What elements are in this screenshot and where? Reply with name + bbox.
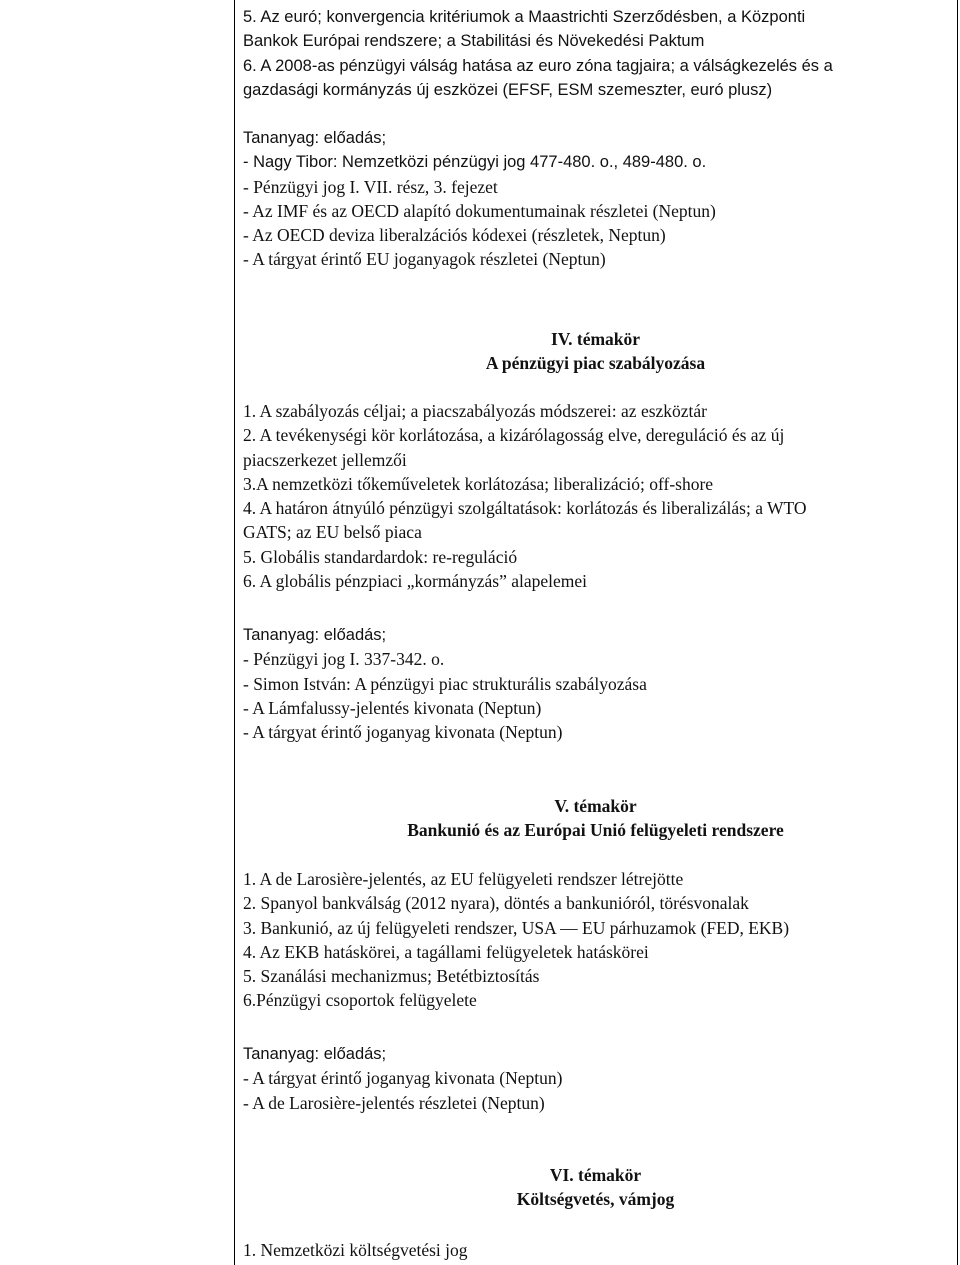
list-item: 5. Globális standardardok: re-reguláció <box>243 546 518 567</box>
section-title: Költségvetés, vámjog <box>516 1189 675 1210</box>
section5 <box>243 794 948 843</box>
list-item: 3. Bankunió, az új felügyeleti rendszer, USA — EU párhuzamok (FED, EKB) <box>243 917 790 938</box>
material-item: - Az IMF és az OECD alapító dokumentumainak részletei (Neptun) <box>243 200 716 221</box>
materials-label: Tananyag: <box>243 626 320 644</box>
materials-label: Tananyag: <box>243 129 320 147</box>
list-item: 5. Az euró; konvergencia kritériumok a Maastrichti Szerződésben, a Központi <box>243 8 806 26</box>
section4 <box>243 327 948 376</box>
material-item: - A tárgyat érintő EU joganyagok részletei (Neptun) <box>243 249 606 270</box>
list-item: 4. A határon átnyúló pénzügyi szolgáltatások: korlátozás és liberalizálás; a WTO <box>243 498 807 519</box>
material-item: - Az OECD deviza liberalzációs kódexei (részletek, Neptun) <box>243 225 666 246</box>
list-item: piacszerkezet jellemzői <box>243 449 407 470</box>
list-item: gazdasági kormányzás új eszközei (EFSF, ESM szemeszter, euró plusz) <box>243 80 773 99</box>
list-item: 1. Nemzetközi költségvetési jog <box>243 1240 468 1260</box>
previous-section-items <box>243 5 948 102</box>
list-item: 5. Szanálási mechanizmus; Betétbiztosítás <box>243 966 540 987</box>
materials-label: Tananyag: <box>243 1045 320 1063</box>
section-title: Bankunió és az Európai Unió felügyeleti rendszere <box>407 820 784 841</box>
list-item: 6. A 2008-as pénzügyi válság hatása az euro zóna tagjaira; a válságkezelés és a <box>243 56 833 75</box>
section6 <box>243 1163 948 1212</box>
list-item: Bankok Európai rendszere; a Stabilitási és Növekedési Paktum <box>243 32 705 51</box>
list-item: 4. Az EKB hatáskörei, a tagállami felügyeletek hatáskörei <box>243 941 649 962</box>
section-number: IV. témakör <box>550 329 641 349</box>
list-item: 3.A nemzetközi tőkeműveletek korlátozása; liberalizáció; off-shore <box>243 473 714 494</box>
list-item: 2. A tevékenységi kör korlátozása, a kizárólagosság elve, dereguláció és az új <box>243 425 785 446</box>
lecture-label: előadás; <box>323 1045 387 1063</box>
section5-materials <box>243 1042 948 1115</box>
lecture-label: előadás; <box>323 626 387 644</box>
section4-items <box>243 399 948 593</box>
material-item: - Pénzügyi jog I. VII. rész, 3. fejezet <box>243 176 498 197</box>
material-item: - Pénzügyi jog I. 337-342. o. <box>243 649 445 670</box>
section3-materials <box>243 126 948 272</box>
section-title: A pénzügyi piac szabályozása <box>485 353 706 374</box>
list-item: 6.Pénzügyi csoportok felügyelete <box>243 990 477 1011</box>
materials-heading <box>243 623 948 647</box>
list-item: 1. A szabályozás céljai; a piacszabályozás módszerei: az eszköztár <box>243 401 708 421</box>
materials-heading <box>243 126 948 150</box>
material-item: - A tárgyat érintő joganyag kivonata (Neptun) <box>243 1068 563 1089</box>
list-item: 6. A globális pénzpiaci „kormányzás” alapelemei <box>243 571 588 592</box>
list-item: GATS; az EU belső piaca <box>243 522 422 543</box>
material-item: - A de Larosière-jelentés részletei (Neptun) <box>243 1092 545 1113</box>
material-item: - A Lámfalussy-jelentés kivonata (Neptun) <box>243 697 542 718</box>
section-number: VI. témakör <box>549 1165 642 1185</box>
materials-heading <box>243 1042 948 1066</box>
section-number: V. témakör <box>554 796 637 816</box>
list-item: 1. A de Larosière-jelentés, az EU felügyeleti rendszer létrejötte <box>243 869 684 889</box>
section6-items <box>243 1238 948 1262</box>
section4-materials <box>243 623 948 744</box>
section5-items <box>243 867 948 1013</box>
material-item: - A tárgyat érintő joganyag kivonata (Neptun) <box>243 722 563 743</box>
lecture-label: előadás; <box>323 129 387 147</box>
material-item: - Nagy Tibor: Nemzetközi pénzügyi jog 477-480. o., 489-480. o. <box>243 153 707 172</box>
material-item: - Simon István: A pénzügyi piac strukturális szabályozása <box>243 673 647 694</box>
list-item: 2. Spanyol bankválság (2012 nyara), döntés a bankunióról, törésvonalak <box>243 893 749 914</box>
